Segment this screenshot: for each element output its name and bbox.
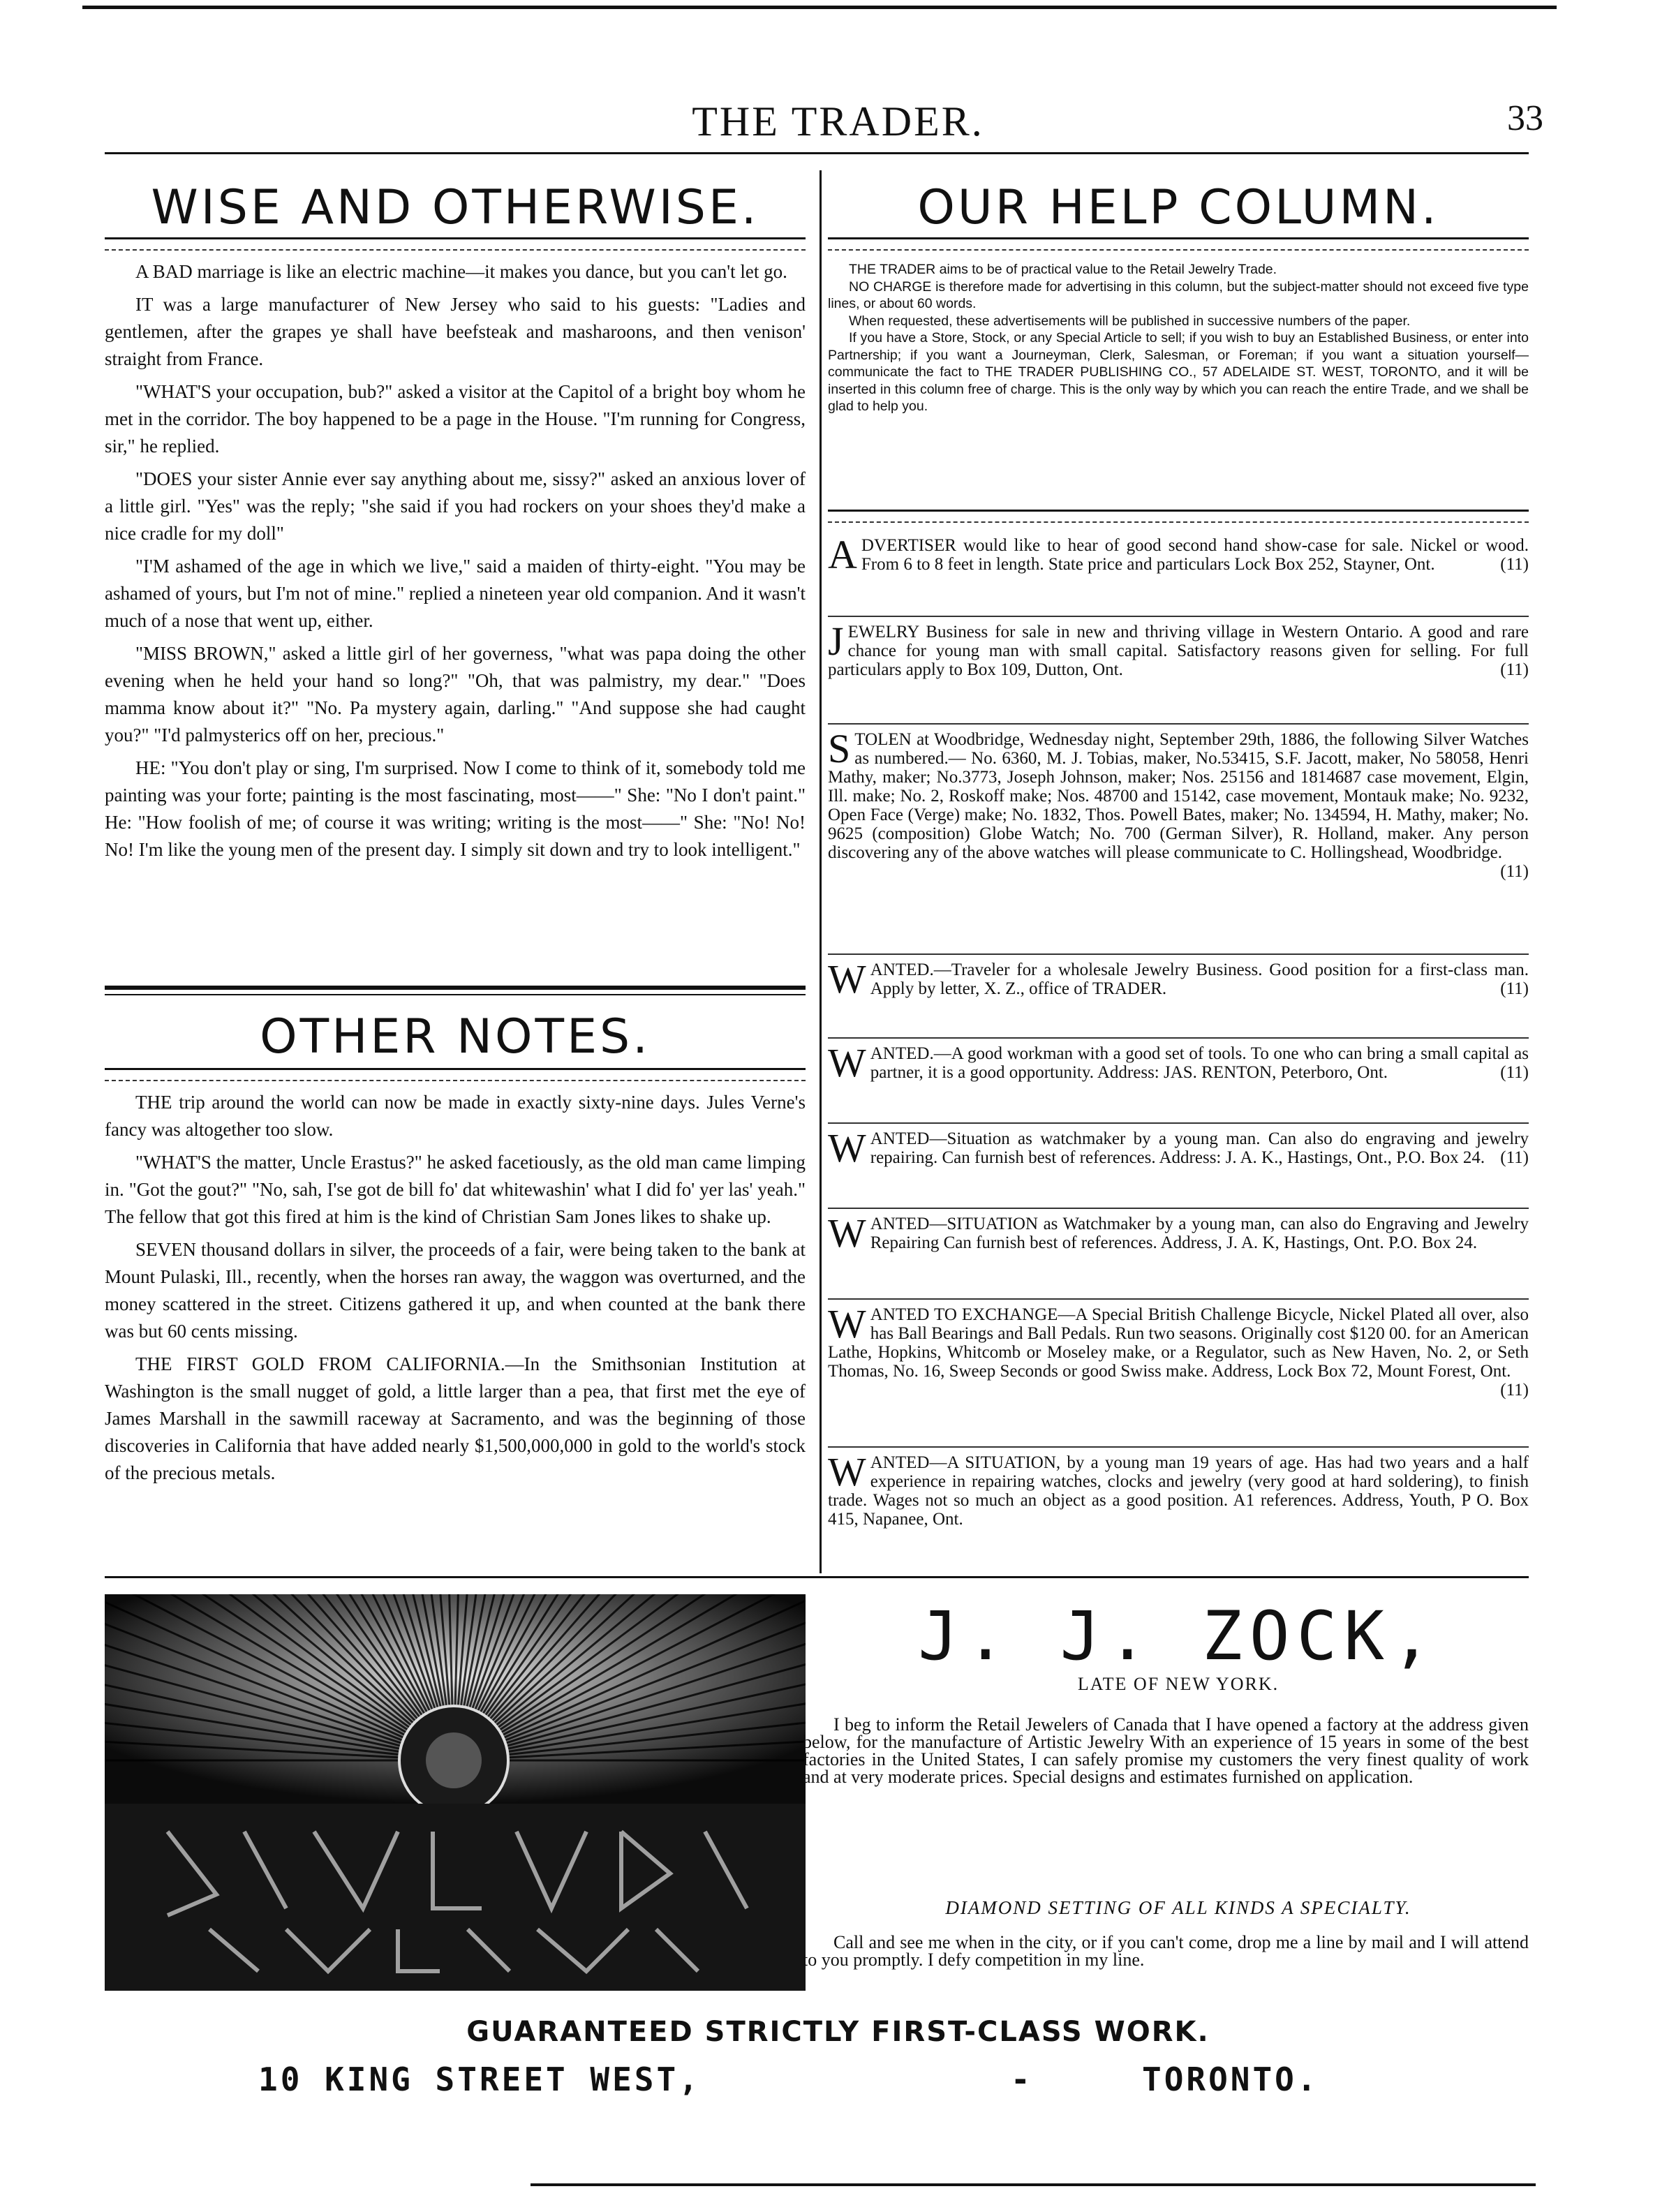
title-rule [105,1068,806,1081]
section-rule [105,986,806,990]
ad-reference: (11) [1500,862,1529,881]
ad-separator [828,616,1529,617]
drop-cap: W [828,1125,866,1171]
section-rule [105,994,806,995]
wise-and-otherwise-title: WISE AND OTHERWISE. [151,180,759,235]
zock-subtitle: LATE OF NEW YORK. [1077,1674,1280,1694]
ad-text: EWELRY Business for sale in new and thriving village in Western Ontario. A good and rare chance for young man with small capital. Satisfactory reasons given for selling. For full particulars apply to Box 109, Dutton, Ont. [828,623,1529,679]
city-name: TORONTO. [1142,2061,1319,2098]
ad-text: ANTED TO EXCHANGE—A Special British Challenge Bicycle, Nickel Plated all over, also has Ball Bearings and Ball Pedals. Run two seasons. Originally cost $120 00. for an American Lathe, Hopkins, Whitcomb or Moseley make, or a Regulator, such as New Haven, No. 2, or Seth Thomas, No. 16, Sweep Seconds or good Swiss make. Address, Lock Box 72, Mount Forest, Ont. [828,1305,1529,1381]
classified-ad [828,532,1529,577]
paragraph: "WHAT'S your occupation, bub?" asked a visitor at the Capitol of a bright boy whom he met in the corridor. The boy happened to be a page in the House. "I'm running for Congress, sir," he replied. [105,381,806,456]
zock-body [803,1716,1529,1786]
paragraph: "I'M ashamed of the age in which we live," said a maiden of thirty-eight. "You may be ashamed of yours, but I'm not of mine." replied a nineteen year old companion. And it wasn't much of a nose that went up, either. [105,556,806,631]
drop-cap: W [828,1210,866,1256]
ad-separator [828,1298,1529,1300]
address-dash: - [1011,2061,1033,2098]
wise-column-text [105,258,806,977]
intro-rule [828,510,1529,523]
classified-ad [828,956,1529,1002]
guarantee-line: GUARANTEED STRICTLY FIRST-CLASS WORK. [466,2016,1210,2048]
drop-cap: S [828,726,851,771]
zock-paragraph: I beg to inform the Retail Jewelers of Canada that I have opened a factory at the address given below, for the manufacture of Artistic Jewelry With an experience of 15 years in some of the best factories in the United States, I can safely promise my customers the very finest quality of work and at very moderate prices. Special designs and estimates furnished on application. [803,1714,1529,1787]
zock-call-text: Call and see me when in the city, or if you can't come, drop me a line by mail and I will attend to you promptly. I defy competition in my line. [803,1932,1529,1970]
paragraph: SEVEN thousand dollars in silver, the proceeds of a fair, were being taken to the bank at Mount Pulaski, Ill., recently, when the horses ran away, the waggon was overturned, and the money scattered in the street. Citizens gathered it up, and when counted at the bank there was but 60 cents missing. [105,1239,806,1342]
paragraph: NO CHARGE is therefore made for advertising in this column, but the subject-matter should not exceed five type lines, or about 60 words. [828,279,1529,311]
drop-cap: W [828,956,866,1002]
paragraph: HE: "You don't play or sing, I'm surprised. Now I come to think of it, somebody told me painting was your forte; painting is the most fascinating, most——" She: "No I don't paint." He: "How foolish of me; of course it was writing; writing is the most——" She: "No! No! No! I'm like the young men of the present day. I simply sit down and try to look intelligent." [105,757,806,860]
ad-reference: (11) [1500,555,1529,574]
ad-separator [828,1208,1529,1209]
ad-reference: (11) [1500,1148,1529,1167]
drop-cap: J [828,618,844,664]
ad-separator [828,953,1529,955]
ad-reference: (11) [1500,660,1529,679]
title-rule [828,237,1529,251]
ad-text: ANTED—Situation as watchmaker by a young man. Can also do engraving and jewelry repairing. Can furnish best of references. Address: J. A. K., Hastings, Ont., P.O. Box 24. [870,1129,1529,1167]
ad-separator [828,1446,1529,1448]
page-number: 33 [1507,98,1543,138]
bottom-rule [531,2183,1536,2186]
ad-reference: (11) [1500,979,1529,998]
classified-ad [828,618,1529,679]
other-notes-text [105,1089,806,1564]
ad-separator [828,1037,1529,1039]
classified-ad [828,1449,1529,1529]
paragraph: "DOES your sister Annie ever say anything about me, sissy?" asked an anxious lover of a little girl. "Yes" was the reply; "she said if you had rockers on your shoes they'd make a nice cradle for my doll" [105,468,806,544]
sunburst-illustration [105,1594,806,1991]
paragraph: THE FIRST GOLD FROM CALIFORNIA.—In the Smithsonian Institution at Washington is the small nugget of gold, a little larger than a pea, that first met the eye of James Marshall in the sawmill raceway at Sacramento, and was the beginning of those discoveries in California that have added nearly $1,500,000,000 in gold to the world's stock of the precious metals. [105,1353,806,1483]
paragraph: THE trip around the world can now be made in exactly sixty-nine days. Jules Verne's fancy was altogether too slow. [105,1092,806,1140]
classified-ad [828,726,1529,881]
street-address: 10 KING STREET WEST, [258,2061,701,2098]
ad-text: ANTED.—A good workman with a good set of tools. To one who can bring a small capital as partner, it is a good opportunity. Address: JAS. RENTON, Peterboro, Ont. [870,1044,1529,1082]
paragraph: "WHAT'S the matter, Uncle Erastus?" he asked facetiously, as the old man came limping in. "Got the gout?" "No, sah, I'se got de bill fo' dat whitewashin' what I did fo' yer las' yeah." The fellow that got this fired at him is the kind of Christian Sam Jones likes to shake up. [105,1152,806,1227]
paragraph: A BAD marriage is like an electric machine—it makes you dance, but you can't let go. [135,261,787,282]
header-rule [105,152,1529,154]
drop-cap: A [828,532,857,577]
paragraph: THE TRADER aims to be of practical value to the Retail Jewelry Trade. [849,262,1277,277]
paragraph: IT was a large manufacturer of New Jersey who said to his guests: "Ladies and gentlemen, after the grapes ye shall have beefsteak and masharoons, and then venison' straight from France. [105,294,806,369]
classified-ad [828,1040,1529,1085]
ad-text: ANTED—SITUATION as Watchmaker by a young man, can also do Engraving and Jewelry Repairing Can furnish best of references. Address, J. A. K, Hastings, Ont. P.O. Box 24. [870,1215,1529,1252]
zock-specialty: DIAMOND SETTING OF ALL KINDS A SPECIALTY. [945,1897,1411,1918]
paragraph: "MISS BROWN," asked a little girl of her governess, "what was papa doing the other evening when he held your hand so long?" "Oh, that was palmistry, my dear." "Does mamma know about it?" "No. Pa mystery again, darling." "And suppose she had caught you?" "I'd palmysterics off on her, precious." [105,643,806,745]
column-divider [820,170,822,1573]
zock-call [803,1933,1529,1968]
ad-text: ANTED—A SITUATION, by a young man 19 years of age. Has had two years and a half experience in repairing watches, clocks and jewelry (very good at hard soldering), to finish trade. Wages not so much an object as a good position. A1 references. Address, Youth, P O. Box 415, Napanee, Ont. [828,1453,1529,1529]
diamond-setter-engraving [105,1594,806,1991]
title-rule [105,237,806,251]
paragraph: When requested, these advertisements will be published in successive numbers of the paper. [849,313,1411,329]
classified-ad [828,1125,1529,1171]
help-column-title: OUR HELP COLUMN. [917,180,1439,235]
ad-text: DVERTISER would like to hear of good second hand show-case for sale. Nickel or wood. From 6 to 8 feet in length. State price and particulars Lock Box 252, Stayner, Ont. [861,536,1529,574]
paragraph: If you have a Store, Stock, or any Special Article to sell; if you wish to buy an Established Business, or enter into Partnership; if you want a Journeyman, Clerk, Salesman, or Foreman; if you want a situation yourself—communicate the fact to THE TRADER PUBLISHING CO., 57 ADELAIDE ST. WEST, TORONTO, and it will be inserted in this column free of charge. This is the only way by which you can reach the entire Trade, and we shall be glad to help you. [828,330,1529,414]
ad-text: ANTED.—Traveler for a wholesale Jewelry Business. Good position for a first-class man. Apply by letter, X. Z., office of TRADER. [870,960,1529,998]
classified-ad [828,1210,1529,1256]
ad-separator [828,723,1529,725]
classified-ad [828,1301,1529,1400]
drop-cap: W [828,1301,866,1346]
mid-rule [105,1576,1529,1578]
help-intro [828,261,1529,415]
other-notes-title: OTHER NOTES. [260,1009,651,1064]
ad-reference: (11) [1500,1381,1529,1400]
ad-reference: (11) [1500,1063,1529,1082]
zock-name: J. J. ZOCK, [918,1597,1439,1675]
top-rule [82,6,1557,9]
running-head: THE TRADER. [692,98,984,144]
drop-cap: W [828,1449,866,1494]
ad-separator [828,1122,1529,1124]
ad-text: TOLEN at Woodbridge, Wednesday night, September 29th, 1886, the following Silver Watches as numbered.— No. 6360, M. J. Tobias, maker, No.53415, S.F. Jacott, maker, No 58058, Henri Mathy, maker; No.3773, Joseph Johnson, maker; Nos. 25156 and 1814687 case movement, Elgin, Ill. make; No. 2, Roskoff make; Nos. 48700 and 15142, case movement, Montauk make; No. 9232, Open Face (Verge) make; No. 1832, Thos. Powell Bates, maker; No. 134594, H. Mathy, maker; No. 9625 (composition) Globe Watch; No. 700 (German Silver), R. Holland, maker. Any person discovering any of the above watches will please communicate to C. Hollingshead, Woodbridge. [828,730,1529,862]
drop-cap: W [828,1040,866,1085]
